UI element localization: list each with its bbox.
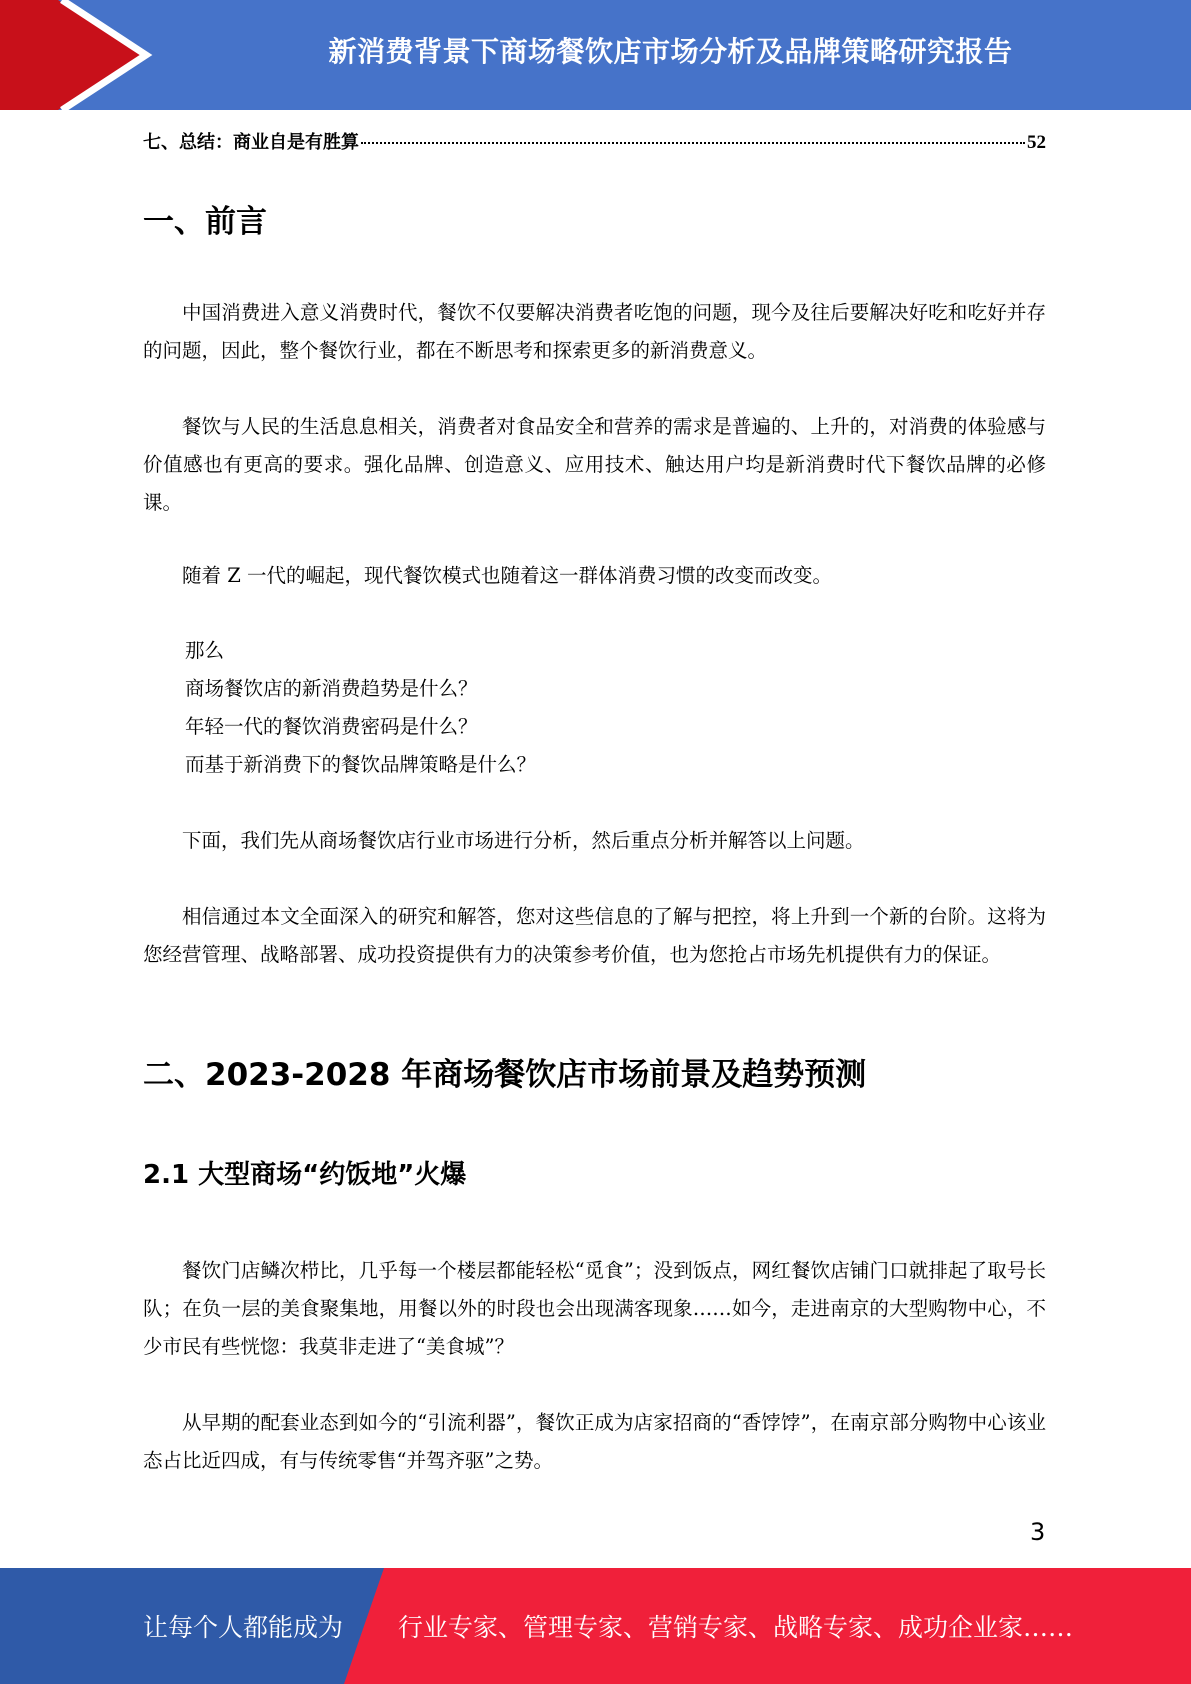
paragraph: 从早期的配套业态到如今的“引流利器”，餐饮正成为店家招商的“香饽饽”，在南京部分购物中心该业态占比近四成，有与传统零售“并驾齐驱”之势。 <box>143 1411 1046 1472</box>
page-number: 3 <box>1030 1518 1046 1546</box>
paragraph: 餐饮门店鳞次栉比，几乎每一个楼层都能轻松“觅食”；没到饭点，网红餐饮店铺门口就排起了取号长队；在负一层的美食聚集地，用餐以外的时段也会出现满客现象……如今，走进南京的大型购物中心，不少市民有些恍惚：我莫非走进了“美食城”？ <box>143 1259 1046 1358</box>
paragraph: 随着 Z 一代的崛起，现代餐饮模式也随着这一群体消费习惯的改变而改变。 <box>182 564 832 587</box>
footer-slogan-right: 行业专家、管理专家、营销专家、战略专家、成功企业家…… <box>398 1613 1074 1642</box>
paragraph: 相信通过本文全面深入的研究和解答，您对这些信息的了解与把控，将上升到一个新的台阶。这将为您经营管理、战略部署、成功投资提供有力的决策参考价值，也为您抢占市场先机提供有力的保证。 <box>143 905 1046 966</box>
footer-slogan-left: 让每个人都能成为 <box>143 1613 344 1642</box>
subsection-heading: 2.1 大型商场“约饭地”火爆 <box>143 1160 467 1190</box>
header-red-arrow <box>0 0 140 110</box>
question-line: 那么 <box>185 639 225 662</box>
toc-entry-page: 52 <box>1027 132 1046 153</box>
question-line: 而基于新消费下的餐饮品牌策略是什么？ <box>185 753 537 776</box>
page-header <box>0 0 1191 110</box>
toc-entry-label: 七、总结：商业自是有胜算 <box>143 132 359 153</box>
paragraph: 下面，我们先从商场餐饮店行业市场进行分析，然后重点分析并解答以上问题。 <box>182 829 865 852</box>
toc-dot-leader <box>361 142 1025 144</box>
page-footer <box>0 1568 1191 1684</box>
report-title: 新消费背景下商场餐饮店市场分析及品牌策略研究报告 <box>328 35 1013 68</box>
paragraph: 中国消费进入意义消费时代，餐饮不仅要解决消费者吃饱的问题，现今及往后要解决好吃和吃好并存的问题，因此，整个餐饮行业，都在不断思考和探索更多的新消费意义。 <box>143 301 1046 362</box>
question-line: 年轻一代的餐饮消费密码是什么？ <box>185 715 478 738</box>
paragraph: 餐饮与人民的生活息息相关，消费者对食品安全和营养的需求是普遍的、上升的，对消费的体验感与价值感也有更高的要求。强化品牌、创造意义、应用技术、触达用户均是新消费时代下餐饮品牌的必修课。 <box>143 415 1046 514</box>
question-line: 商场餐饮店的新消费趋势是什么？ <box>185 677 478 700</box>
section-heading-market-outlook: 二、2023-2028 年商场餐饮店市场前景及趋势预测 <box>143 1057 867 1093</box>
section-heading-foreword: 一、前言 <box>143 204 267 240</box>
toc-entry[interactable] <box>143 128 1046 160</box>
